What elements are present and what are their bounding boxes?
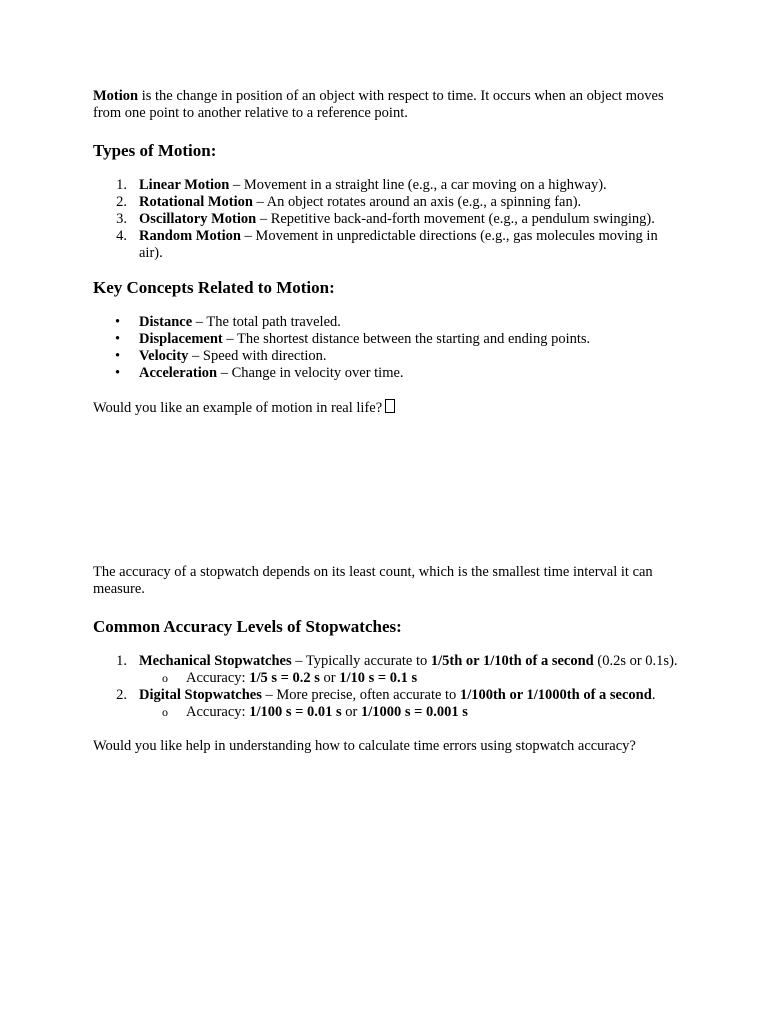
list-desc: – An object rotates around an axis (e.g., a spinning fan). — [252, 194, 582, 210]
accuracy-value-2: 1/1000 s = 0.001 s — [361, 704, 468, 720]
list-item — [93, 314, 683, 331]
list-number: 2. — [116, 194, 127, 210]
accuracy-label: Accuracy: — [186, 670, 250, 686]
motion-question — [93, 399, 683, 417]
list-term: Acceleration — [139, 365, 218, 381]
bullet: • — [115, 365, 121, 381]
accuracy-label: Accuracy: — [186, 704, 250, 720]
list-desc: – Change in velocity over time. — [217, 365, 404, 381]
list-term: Linear Motion — [139, 177, 230, 193]
list-term: Displacement — [139, 331, 223, 347]
list-number: 1. — [116, 653, 127, 669]
list-term: Mechanical Stopwatches — [139, 653, 292, 669]
list-item — [93, 653, 683, 670]
bullet: • — [115, 314, 121, 330]
list-number: 2. — [116, 687, 127, 703]
accuracy-value-1: 1/100 s = 0.01 s — [249, 704, 342, 720]
accuracy-value-1: 1/5 s = 0.2 s — [249, 670, 320, 686]
accuracy-range: 1/5th or 1/10th of a second — [430, 653, 594, 669]
list-desc: – Speed with direction. — [188, 348, 327, 364]
accuracy-or: or — [341, 704, 361, 720]
sub-item — [93, 704, 683, 721]
list-term: Random Motion — [139, 228, 241, 244]
list-term: Distance — [139, 314, 193, 330]
list-number: 4. — [116, 228, 127, 244]
list-desc: – Repetitive back-and-forth movement (e.g., a pendulum swinging). — [256, 211, 655, 227]
list-desc: – Movement in unpredictable directions (e.g., gas molecules moving in air). — [139, 228, 658, 261]
missing-glyph-icon — [385, 399, 395, 413]
list-item — [93, 365, 683, 382]
list-item — [93, 194, 683, 211]
list-term: Velocity — [139, 348, 189, 364]
motion-section — [93, 88, 683, 417]
list-desc-end: . — [651, 687, 656, 703]
motion-intro — [93, 88, 683, 122]
list-item — [93, 228, 683, 262]
list-desc: – Typically accurate to — [291, 653, 431, 669]
accuracy-range: 1/100th or 1/1000th of a second — [459, 687, 652, 703]
list-term: Rotational Motion — [139, 194, 253, 210]
motion-definition: is the change in position of an object with respect to time. It occurs when an object moves from one point to another relative to a reference point. — [93, 88, 664, 121]
list-number: 3. — [116, 211, 127, 227]
concepts-list — [93, 314, 683, 382]
list-desc: – More precise, often accurate to — [261, 687, 460, 703]
list-desc: – The total path traveled. — [192, 314, 341, 330]
bullet: • — [115, 331, 121, 347]
types-list — [93, 177, 683, 262]
stopwatch-intro: The accuracy of a stopwatch depends on its least count, which is the smallest time interval it can measure. — [93, 564, 653, 597]
sub-bullet: o — [162, 705, 168, 719]
accuracy-or: or — [319, 670, 340, 686]
list-term: Oscillatory Motion — [139, 211, 257, 227]
concepts-heading: Key Concepts Related to Motion: — [93, 278, 335, 297]
list-item — [93, 211, 683, 228]
stopwatch-question: Would you like help in understanding how to calculate time errors using stopwatch accuracy? — [93, 738, 636, 754]
motion-question-text: Would you like an example of motion in real life? — [93, 400, 383, 416]
list-item — [93, 687, 683, 704]
accuracy-value-2: 1/10 s = 0.1 s — [339, 670, 418, 686]
sub-item — [93, 670, 683, 687]
list-item — [93, 177, 683, 194]
sub-bullet: o — [162, 671, 168, 685]
list-term: Digital Stopwatches — [139, 687, 262, 703]
accuracy-heading: Common Accuracy Levels of Stopwatches: — [93, 617, 402, 636]
list-desc-end: (0.2s or 0.1s). — [593, 653, 678, 669]
bullet: • — [115, 348, 121, 364]
types-heading: Types of Motion: — [93, 141, 217, 160]
list-desc: – The shortest distance between the starting and ending points. — [222, 331, 591, 347]
list-number: 1. — [116, 177, 127, 193]
list-desc: – Movement in a straight line (e.g., a car moving on a highway). — [229, 177, 607, 193]
motion-term: Motion — [93, 88, 139, 104]
accuracy-list — [93, 653, 683, 721]
stopwatch-section — [93, 564, 683, 755]
list-item — [93, 348, 683, 365]
list-item — [93, 331, 683, 348]
